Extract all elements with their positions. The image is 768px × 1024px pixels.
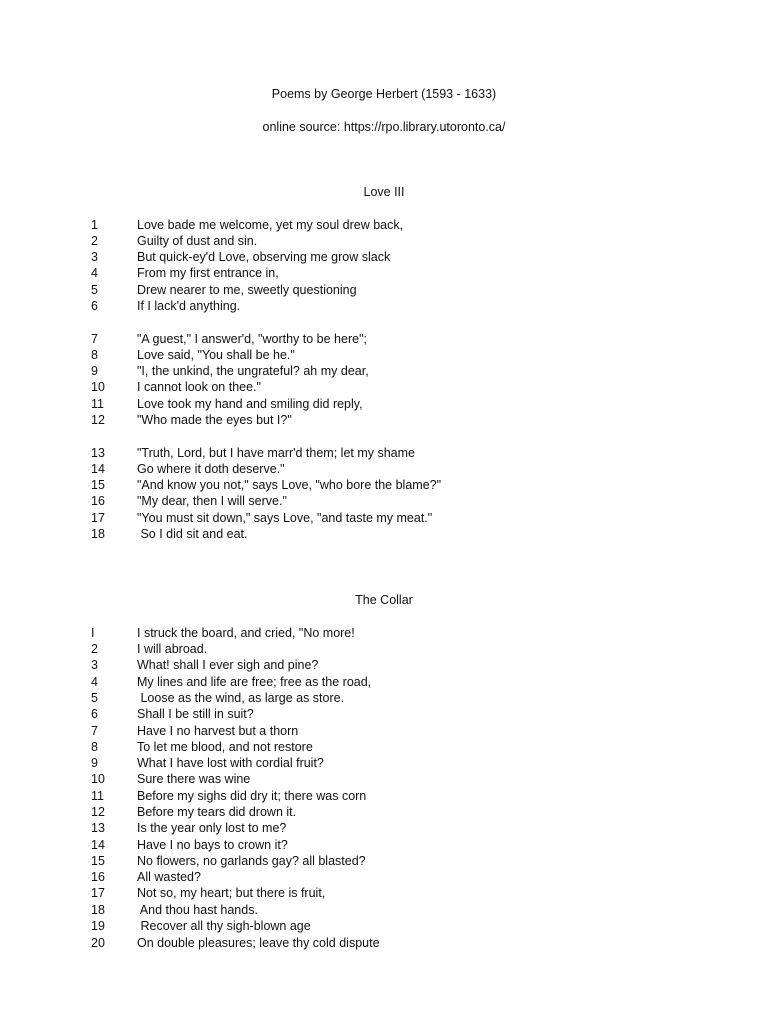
line-number: 11 bbox=[91, 789, 104, 803]
line-number: 2 bbox=[91, 234, 98, 248]
line-number: 15 bbox=[91, 478, 105, 492]
line-number: 7 bbox=[91, 332, 98, 346]
line-number: 17 bbox=[91, 886, 105, 900]
source-line: online source: https://rpo.library.utoronto.ca/ bbox=[262, 120, 506, 134]
line-text: Is the year only lost to me? bbox=[137, 821, 287, 835]
line-text: What I have lost with cordial fruit? bbox=[137, 756, 324, 770]
line-text: Shall I be still in suit? bbox=[137, 707, 254, 721]
line-number: 12 bbox=[91, 805, 105, 819]
line-text: All wasted? bbox=[137, 870, 201, 884]
line-number: 8 bbox=[91, 348, 98, 362]
line-number: 18 bbox=[91, 903, 105, 917]
line-text: Sure there was wine bbox=[137, 772, 251, 786]
line-text: On double pleasures; leave thy cold dispute bbox=[137, 936, 380, 950]
line-number: 8 bbox=[91, 740, 98, 754]
line-text: "And know you not," says Love, "who bore the blame?" bbox=[137, 478, 442, 492]
line-number: 18 bbox=[91, 527, 105, 541]
line-text: What! shall I ever sigh and pine? bbox=[137, 658, 319, 672]
line-text: But quick-ey'd Love, observing me grow slack bbox=[137, 250, 391, 264]
line-text: So I did sit and eat. bbox=[137, 527, 248, 541]
line-number: 20 bbox=[91, 936, 105, 950]
document-title: Poems by George Herbert (1593 - 1633) bbox=[271, 87, 497, 101]
line-text: And thou hast hands. bbox=[137, 903, 258, 917]
line-text: "A guest," I answer'd, "worthy to be here"; bbox=[137, 332, 367, 346]
line-number: 13 bbox=[91, 821, 105, 835]
line-text: Before my tears did drown it. bbox=[137, 805, 297, 819]
line-number: 6 bbox=[91, 299, 98, 313]
line-text: "Who made the eyes but I?" bbox=[137, 413, 292, 427]
line-number: 10 bbox=[91, 380, 105, 394]
line-text: Drew nearer to me, sweetly questioning bbox=[137, 283, 357, 297]
line-text: I cannot look on thee." bbox=[137, 380, 261, 394]
line-number: 16 bbox=[91, 870, 105, 884]
line-text: "Truth, Lord, but I have marr'd them; let my shame bbox=[137, 446, 415, 460]
line-number: 4 bbox=[91, 266, 98, 280]
line-text: Have I no bays to crown it? bbox=[137, 838, 288, 852]
poem-title-the-collar: The Collar bbox=[355, 593, 413, 607]
line-number: 12 bbox=[91, 413, 105, 427]
poem-title-love-iii: Love III bbox=[363, 185, 405, 199]
line-text: I struck the board, and cried, "No more! bbox=[137, 626, 355, 640]
line-text: Recover all thy sigh-blown age bbox=[137, 919, 311, 933]
line-number: 14 bbox=[91, 462, 105, 476]
line-number: 15 bbox=[91, 854, 105, 868]
line-number: 7 bbox=[91, 724, 98, 738]
line-text: "You must sit down," says Love, "and taste my meat." bbox=[137, 511, 433, 525]
line-text: Loose as the wind, as large as store. bbox=[137, 691, 345, 705]
line-number: 9 bbox=[91, 364, 98, 378]
line-text: Guilty of dust and sin. bbox=[137, 234, 258, 248]
line-number: 1 bbox=[91, 218, 98, 232]
line-text: To let me blood, and not restore bbox=[137, 740, 313, 754]
line-text: Before my sighs did dry it; there was corn bbox=[137, 789, 367, 803]
line-number: 4 bbox=[91, 675, 98, 689]
line-text: "My dear, then I will serve." bbox=[137, 494, 287, 508]
line-text: Love bade me welcome, yet my soul drew back, bbox=[137, 218, 404, 232]
line-number: 2 bbox=[91, 642, 98, 656]
line-number: 19 bbox=[91, 919, 105, 933]
line-number: I bbox=[91, 626, 95, 640]
line-number: 6 bbox=[91, 707, 98, 721]
line-text: If I lack'd anything. bbox=[137, 299, 241, 313]
line-number: 14 bbox=[91, 838, 105, 852]
line-text: No flowers, no garlands gay? all blasted? bbox=[137, 854, 366, 868]
line-number: 5 bbox=[91, 691, 98, 705]
line-number: 11 bbox=[91, 397, 104, 411]
line-text: "I, the unkind, the ungrateful? ah my dear, bbox=[137, 364, 369, 378]
line-number: 16 bbox=[91, 494, 105, 508]
line-text: My lines and life are free; free as the road, bbox=[137, 675, 372, 689]
line-number: 17 bbox=[91, 511, 105, 525]
line-text: I will abroad. bbox=[137, 642, 208, 656]
line-number: 5 bbox=[91, 283, 98, 297]
line-number: 3 bbox=[91, 658, 98, 672]
line-number: 10 bbox=[91, 772, 105, 786]
line-number: 3 bbox=[91, 250, 98, 264]
line-text: Love took my hand and smiling did reply, bbox=[137, 397, 363, 411]
line-text: From my first entrance in, bbox=[137, 266, 279, 280]
line-number: 13 bbox=[91, 446, 105, 460]
line-text: Love said, "You shall be he." bbox=[137, 348, 295, 362]
line-text: Have I no harvest but a thorn bbox=[137, 724, 299, 738]
line-text: Go where it doth deserve." bbox=[137, 462, 285, 476]
line-text: Not so, my heart; but there is fruit, bbox=[137, 886, 326, 900]
line-number: 9 bbox=[91, 756, 98, 770]
